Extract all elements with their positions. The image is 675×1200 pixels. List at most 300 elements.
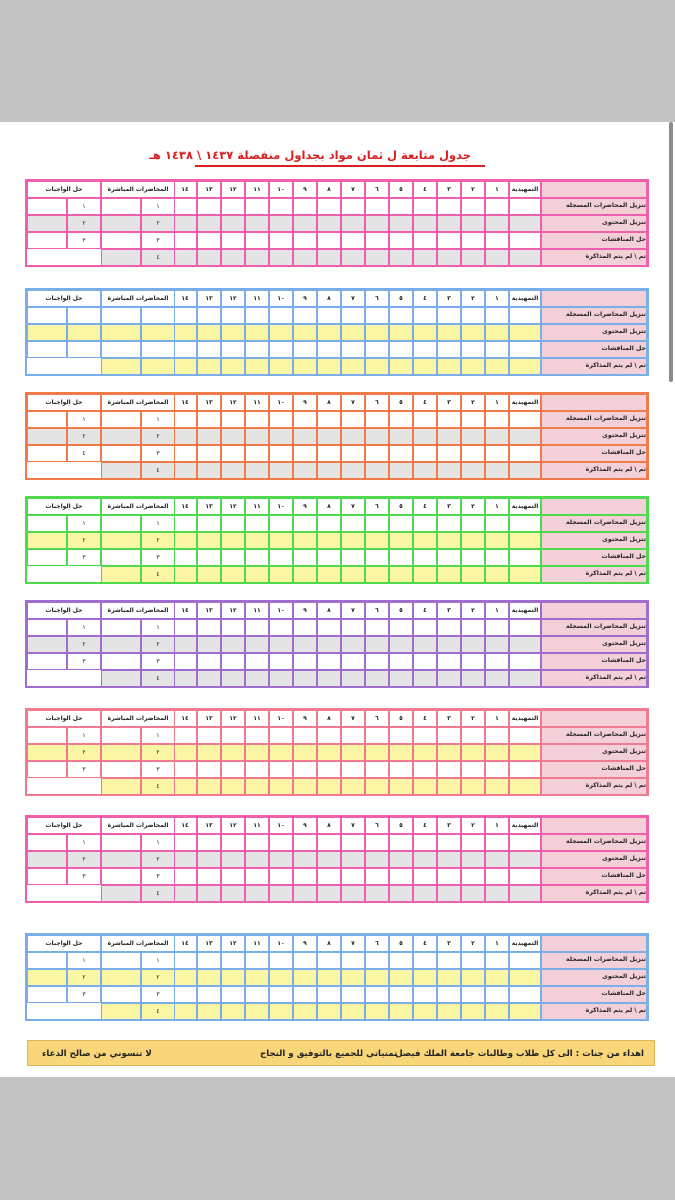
week-checkbox[interactable] (389, 834, 413, 851)
intro-checkbox[interactable] (509, 532, 541, 549)
week-checkbox[interactable] (197, 532, 221, 549)
week-checkbox[interactable] (413, 515, 437, 532)
intro-checkbox[interactable] (509, 969, 541, 986)
week-checkbox[interactable] (485, 619, 509, 636)
week-checkbox[interactable] (485, 428, 509, 445)
week-checkbox[interactable] (317, 462, 341, 479)
week-checkbox[interactable] (293, 549, 317, 566)
week-checkbox[interactable] (413, 307, 437, 324)
week-checkbox[interactable] (293, 619, 317, 636)
week-checkbox[interactable] (413, 445, 437, 462)
week-checkbox[interactable] (365, 215, 389, 232)
week-checkbox[interactable] (221, 445, 245, 462)
week-checkbox[interactable] (197, 411, 221, 428)
week-checkbox[interactable] (413, 778, 437, 795)
week-checkbox[interactable] (365, 232, 389, 249)
week-checkbox[interactable] (413, 885, 437, 902)
week-checkbox[interactable] (197, 249, 221, 266)
week-checkbox[interactable] (317, 307, 341, 324)
week-checkbox[interactable] (173, 744, 197, 761)
live-checkbox[interactable] (101, 653, 141, 670)
week-checkbox[interactable] (389, 727, 413, 744)
intro-checkbox[interactable] (509, 653, 541, 670)
homework-checkbox[interactable] (27, 515, 67, 532)
live-checkbox[interactable] (101, 515, 141, 532)
intro-checkbox[interactable] (509, 636, 541, 653)
week-checkbox[interactable] (389, 868, 413, 885)
week-checkbox[interactable] (365, 445, 389, 462)
week-checkbox[interactable] (221, 249, 245, 266)
week-checkbox[interactable] (365, 834, 389, 851)
week-checkbox[interactable] (245, 653, 269, 670)
week-checkbox[interactable] (461, 851, 485, 868)
week-checkbox[interactable] (293, 1003, 317, 1020)
week-checkbox[interactable] (461, 969, 485, 986)
week-checkbox[interactable] (485, 307, 509, 324)
week-checkbox[interactable] (317, 215, 341, 232)
week-checkbox[interactable] (413, 358, 437, 375)
week-checkbox[interactable] (293, 532, 317, 549)
week-checkbox[interactable] (341, 411, 365, 428)
week-checkbox[interactable] (173, 324, 197, 341)
week-checkbox[interactable] (389, 445, 413, 462)
week-checkbox[interactable] (197, 515, 221, 532)
week-checkbox[interactable] (269, 549, 293, 566)
week-checkbox[interactable] (245, 341, 269, 358)
homework-checkbox[interactable] (27, 232, 67, 249)
week-checkbox[interactable] (389, 653, 413, 670)
week-checkbox[interactable] (437, 324, 461, 341)
week-checkbox[interactable] (293, 341, 317, 358)
week-checkbox[interactable] (221, 324, 245, 341)
intro-checkbox[interactable] (509, 744, 541, 761)
week-checkbox[interactable] (245, 462, 269, 479)
week-checkbox[interactable] (461, 307, 485, 324)
week-checkbox[interactable] (461, 324, 485, 341)
week-checkbox[interactable] (317, 986, 341, 1003)
week-checkbox[interactable] (461, 761, 485, 778)
week-checkbox[interactable] (389, 986, 413, 1003)
week-checkbox[interactable] (317, 532, 341, 549)
week-checkbox[interactable] (317, 761, 341, 778)
week-checkbox[interactable] (197, 358, 221, 375)
week-checkbox[interactable] (221, 969, 245, 986)
week-checkbox[interactable] (461, 885, 485, 902)
week-checkbox[interactable] (197, 198, 221, 215)
week-checkbox[interactable] (269, 515, 293, 532)
week-checkbox[interactable] (461, 515, 485, 532)
week-checkbox[interactable] (485, 532, 509, 549)
homework-checkbox[interactable] (27, 307, 67, 324)
week-checkbox[interactable] (461, 411, 485, 428)
week-checkbox[interactable] (485, 653, 509, 670)
live-checkbox[interactable] (101, 851, 141, 868)
week-checkbox[interactable] (173, 307, 197, 324)
week-checkbox[interactable] (485, 549, 509, 566)
homework-checkbox[interactable] (27, 324, 67, 341)
week-checkbox[interactable] (197, 727, 221, 744)
week-checkbox[interactable] (341, 445, 365, 462)
week-checkbox[interactable] (173, 341, 197, 358)
week-checkbox[interactable] (341, 952, 365, 969)
week-checkbox[interactable] (437, 549, 461, 566)
homework-checkbox[interactable] (27, 744, 67, 761)
homework-checkbox[interactable] (27, 549, 67, 566)
week-checkbox[interactable] (437, 1003, 461, 1020)
intro-checkbox[interactable] (509, 727, 541, 744)
week-checkbox[interactable] (365, 969, 389, 986)
week-checkbox[interactable] (461, 428, 485, 445)
week-checkbox[interactable] (413, 986, 437, 1003)
week-checkbox[interactable] (365, 653, 389, 670)
week-checkbox[interactable] (461, 1003, 485, 1020)
week-checkbox[interactable] (293, 428, 317, 445)
week-checkbox[interactable] (317, 744, 341, 761)
week-checkbox[interactable] (245, 727, 269, 744)
week-checkbox[interactable] (269, 198, 293, 215)
week-checkbox[interactable] (317, 619, 341, 636)
week-checkbox[interactable] (317, 851, 341, 868)
week-checkbox[interactable] (437, 232, 461, 249)
intro-checkbox[interactable] (509, 868, 541, 885)
week-checkbox[interactable] (269, 952, 293, 969)
week-checkbox[interactable] (365, 744, 389, 761)
week-checkbox[interactable] (221, 215, 245, 232)
live-checkbox[interactable] (101, 566, 141, 583)
week-checkbox[interactable] (461, 341, 485, 358)
week-checkbox[interactable] (293, 986, 317, 1003)
week-checkbox[interactable] (341, 619, 365, 636)
week-checkbox[interactable] (269, 462, 293, 479)
week-checkbox[interactable] (341, 341, 365, 358)
week-checkbox[interactable] (245, 986, 269, 1003)
week-checkbox[interactable] (485, 636, 509, 653)
week-checkbox[interactable] (317, 411, 341, 428)
homework-checkbox[interactable] (27, 868, 67, 885)
week-checkbox[interactable] (413, 636, 437, 653)
live-checkbox[interactable] (101, 358, 141, 375)
week-checkbox[interactable] (389, 307, 413, 324)
week-checkbox[interactable] (197, 868, 221, 885)
week-checkbox[interactable] (317, 249, 341, 266)
week-checkbox[interactable] (173, 952, 197, 969)
intro-checkbox[interactable] (509, 428, 541, 445)
week-checkbox[interactable] (365, 515, 389, 532)
week-checkbox[interactable] (269, 619, 293, 636)
week-checkbox[interactable] (365, 636, 389, 653)
week-checkbox[interactable] (413, 670, 437, 687)
week-checkbox[interactable] (437, 885, 461, 902)
week-checkbox[interactable] (461, 566, 485, 583)
week-checkbox[interactable] (197, 744, 221, 761)
homework-checkbox[interactable] (27, 636, 67, 653)
intro-checkbox[interactable] (509, 445, 541, 462)
week-checkbox[interactable] (341, 358, 365, 375)
week-checkbox[interactable] (437, 341, 461, 358)
week-checkbox[interactable] (173, 249, 197, 266)
week-checkbox[interactable] (173, 1003, 197, 1020)
homework-checkbox[interactable] (27, 761, 67, 778)
week-checkbox[interactable] (293, 307, 317, 324)
week-checkbox[interactable] (461, 215, 485, 232)
week-checkbox[interactable] (413, 834, 437, 851)
week-checkbox[interactable] (173, 198, 197, 215)
live-checkbox[interactable] (101, 868, 141, 885)
week-checkbox[interactable] (269, 411, 293, 428)
week-checkbox[interactable] (341, 428, 365, 445)
intro-checkbox[interactable] (509, 232, 541, 249)
homework-checkbox[interactable] (27, 532, 67, 549)
week-checkbox[interactable] (437, 249, 461, 266)
week-checkbox[interactable] (173, 549, 197, 566)
intro-checkbox[interactable] (509, 1003, 541, 1020)
week-checkbox[interactable] (245, 428, 269, 445)
week-checkbox[interactable] (341, 986, 365, 1003)
week-checkbox[interactable] (269, 851, 293, 868)
week-checkbox[interactable] (293, 653, 317, 670)
week-checkbox[interactable] (389, 549, 413, 566)
week-checkbox[interactable] (413, 969, 437, 986)
week-checkbox[interactable] (365, 851, 389, 868)
week-checkbox[interactable] (293, 445, 317, 462)
week-checkbox[interactable] (365, 198, 389, 215)
week-checkbox[interactable] (245, 307, 269, 324)
week-checkbox[interactable] (485, 969, 509, 986)
live-checkbox[interactable] (101, 532, 141, 549)
week-checkbox[interactable] (245, 411, 269, 428)
live-checkbox[interactable] (101, 1003, 141, 1020)
week-checkbox[interactable] (437, 744, 461, 761)
week-checkbox[interactable] (341, 744, 365, 761)
week-checkbox[interactable] (437, 532, 461, 549)
week-checkbox[interactable] (437, 445, 461, 462)
week-checkbox[interactable] (341, 515, 365, 532)
week-checkbox[interactable] (365, 868, 389, 885)
week-checkbox[interactable] (437, 952, 461, 969)
week-checkbox[interactable] (389, 778, 413, 795)
week-checkbox[interactable] (173, 566, 197, 583)
live-checkbox[interactable] (101, 952, 141, 969)
week-checkbox[interactable] (245, 232, 269, 249)
week-checkbox[interactable] (413, 428, 437, 445)
week-checkbox[interactable] (485, 232, 509, 249)
week-checkbox[interactable] (485, 986, 509, 1003)
homework-checkbox[interactable] (27, 952, 67, 969)
week-checkbox[interactable] (221, 566, 245, 583)
week-checkbox[interactable] (485, 515, 509, 532)
homework-checkbox[interactable] (27, 411, 67, 428)
intro-checkbox[interactable] (509, 952, 541, 969)
scrollbar-thumb[interactable] (669, 122, 673, 382)
week-checkbox[interactable] (269, 670, 293, 687)
week-checkbox[interactable] (413, 549, 437, 566)
week-checkbox[interactable] (365, 619, 389, 636)
live-checkbox[interactable] (101, 428, 141, 445)
homework-checkbox[interactable] (27, 619, 67, 636)
week-checkbox[interactable] (437, 761, 461, 778)
week-checkbox[interactable] (341, 462, 365, 479)
week-checkbox[interactable] (461, 198, 485, 215)
week-checkbox[interactable] (389, 324, 413, 341)
week-checkbox[interactable] (293, 834, 317, 851)
week-checkbox[interactable] (293, 462, 317, 479)
week-checkbox[interactable] (461, 636, 485, 653)
week-checkbox[interactable] (413, 249, 437, 266)
week-checkbox[interactable] (365, 778, 389, 795)
intro-checkbox[interactable] (509, 462, 541, 479)
week-checkbox[interactable] (293, 868, 317, 885)
week-checkbox[interactable] (365, 761, 389, 778)
intro-checkbox[interactable] (509, 778, 541, 795)
week-checkbox[interactable] (413, 232, 437, 249)
week-checkbox[interactable] (437, 636, 461, 653)
week-checkbox[interactable] (197, 324, 221, 341)
week-checkbox[interactable] (197, 952, 221, 969)
week-checkbox[interactable] (197, 619, 221, 636)
week-checkbox[interactable] (485, 324, 509, 341)
week-checkbox[interactable] (245, 198, 269, 215)
week-checkbox[interactable] (317, 636, 341, 653)
week-checkbox[interactable] (365, 566, 389, 583)
week-checkbox[interactable] (389, 358, 413, 375)
week-checkbox[interactable] (197, 549, 221, 566)
week-checkbox[interactable] (365, 324, 389, 341)
live-checkbox[interactable] (101, 249, 141, 266)
week-checkbox[interactable] (245, 445, 269, 462)
intro-checkbox[interactable] (509, 249, 541, 266)
week-checkbox[interactable] (245, 778, 269, 795)
week-checkbox[interactable] (437, 462, 461, 479)
week-checkbox[interactable] (413, 462, 437, 479)
week-checkbox[interactable] (197, 670, 221, 687)
week-checkbox[interactable] (221, 670, 245, 687)
week-checkbox[interactable] (389, 515, 413, 532)
week-checkbox[interactable] (245, 744, 269, 761)
week-checkbox[interactable] (365, 341, 389, 358)
week-checkbox[interactable] (293, 249, 317, 266)
week-checkbox[interactable] (245, 868, 269, 885)
week-checkbox[interactable] (173, 885, 197, 902)
week-checkbox[interactable] (293, 969, 317, 986)
week-checkbox[interactable] (221, 653, 245, 670)
week-checkbox[interactable] (437, 851, 461, 868)
week-checkbox[interactable] (221, 198, 245, 215)
week-checkbox[interactable] (413, 851, 437, 868)
week-checkbox[interactable] (221, 411, 245, 428)
week-checkbox[interactable] (437, 670, 461, 687)
week-checkbox[interactable] (437, 727, 461, 744)
week-checkbox[interactable] (485, 834, 509, 851)
week-checkbox[interactable] (293, 761, 317, 778)
week-checkbox[interactable] (365, 986, 389, 1003)
week-checkbox[interactable] (317, 670, 341, 687)
week-checkbox[interactable] (365, 462, 389, 479)
live-checkbox[interactable] (101, 744, 141, 761)
week-checkbox[interactable] (413, 1003, 437, 1020)
week-checkbox[interactable] (293, 727, 317, 744)
week-checkbox[interactable] (197, 986, 221, 1003)
week-checkbox[interactable] (317, 324, 341, 341)
week-checkbox[interactable] (269, 215, 293, 232)
week-checkbox[interactable] (221, 761, 245, 778)
week-checkbox[interactable] (437, 986, 461, 1003)
week-checkbox[interactable] (341, 549, 365, 566)
week-checkbox[interactable] (389, 566, 413, 583)
week-checkbox[interactable] (485, 761, 509, 778)
week-checkbox[interactable] (485, 885, 509, 902)
week-checkbox[interactable] (437, 868, 461, 885)
week-checkbox[interactable] (269, 232, 293, 249)
week-checkbox[interactable] (197, 428, 221, 445)
week-checkbox[interactable] (341, 249, 365, 266)
week-checkbox[interactable] (221, 636, 245, 653)
week-checkbox[interactable] (245, 851, 269, 868)
week-checkbox[interactable] (341, 232, 365, 249)
week-checkbox[interactable] (293, 324, 317, 341)
week-checkbox[interactable] (437, 215, 461, 232)
week-checkbox[interactable] (341, 307, 365, 324)
week-checkbox[interactable] (317, 428, 341, 445)
week-checkbox[interactable] (413, 744, 437, 761)
week-checkbox[interactable] (317, 952, 341, 969)
week-checkbox[interactable] (389, 232, 413, 249)
week-checkbox[interactable] (245, 215, 269, 232)
week-checkbox[interactable] (461, 986, 485, 1003)
week-checkbox[interactable] (221, 744, 245, 761)
week-checkbox[interactable] (197, 462, 221, 479)
week-checkbox[interactable] (293, 744, 317, 761)
week-checkbox[interactable] (221, 515, 245, 532)
week-checkbox[interactable] (485, 445, 509, 462)
week-checkbox[interactable] (389, 969, 413, 986)
week-checkbox[interactable] (317, 515, 341, 532)
week-checkbox[interactable] (197, 341, 221, 358)
week-checkbox[interactable] (341, 566, 365, 583)
week-checkbox[interactable] (485, 851, 509, 868)
week-checkbox[interactable] (173, 619, 197, 636)
week-checkbox[interactable] (317, 358, 341, 375)
intro-checkbox[interactable] (509, 411, 541, 428)
week-checkbox[interactable] (221, 619, 245, 636)
live-checkbox[interactable] (101, 727, 141, 744)
week-checkbox[interactable] (245, 670, 269, 687)
week-checkbox[interactable] (173, 670, 197, 687)
week-checkbox[interactable] (485, 1003, 509, 1020)
intro-checkbox[interactable] (509, 619, 541, 636)
week-checkbox[interactable] (317, 969, 341, 986)
week-checkbox[interactable] (293, 636, 317, 653)
week-checkbox[interactable] (461, 653, 485, 670)
week-checkbox[interactable] (317, 341, 341, 358)
week-checkbox[interactable] (197, 834, 221, 851)
week-checkbox[interactable] (437, 358, 461, 375)
week-checkbox[interactable] (269, 834, 293, 851)
week-checkbox[interactable] (437, 619, 461, 636)
week-checkbox[interactable] (221, 1003, 245, 1020)
week-checkbox[interactable] (413, 566, 437, 583)
homework-checkbox[interactable] (27, 341, 67, 358)
week-checkbox[interactable] (221, 428, 245, 445)
week-checkbox[interactable] (245, 885, 269, 902)
week-checkbox[interactable] (413, 952, 437, 969)
week-checkbox[interactable] (389, 1003, 413, 1020)
week-checkbox[interactable] (197, 232, 221, 249)
week-checkbox[interactable] (485, 727, 509, 744)
week-checkbox[interactable] (389, 532, 413, 549)
week-checkbox[interactable] (173, 851, 197, 868)
week-checkbox[interactable] (365, 249, 389, 266)
week-checkbox[interactable] (293, 232, 317, 249)
